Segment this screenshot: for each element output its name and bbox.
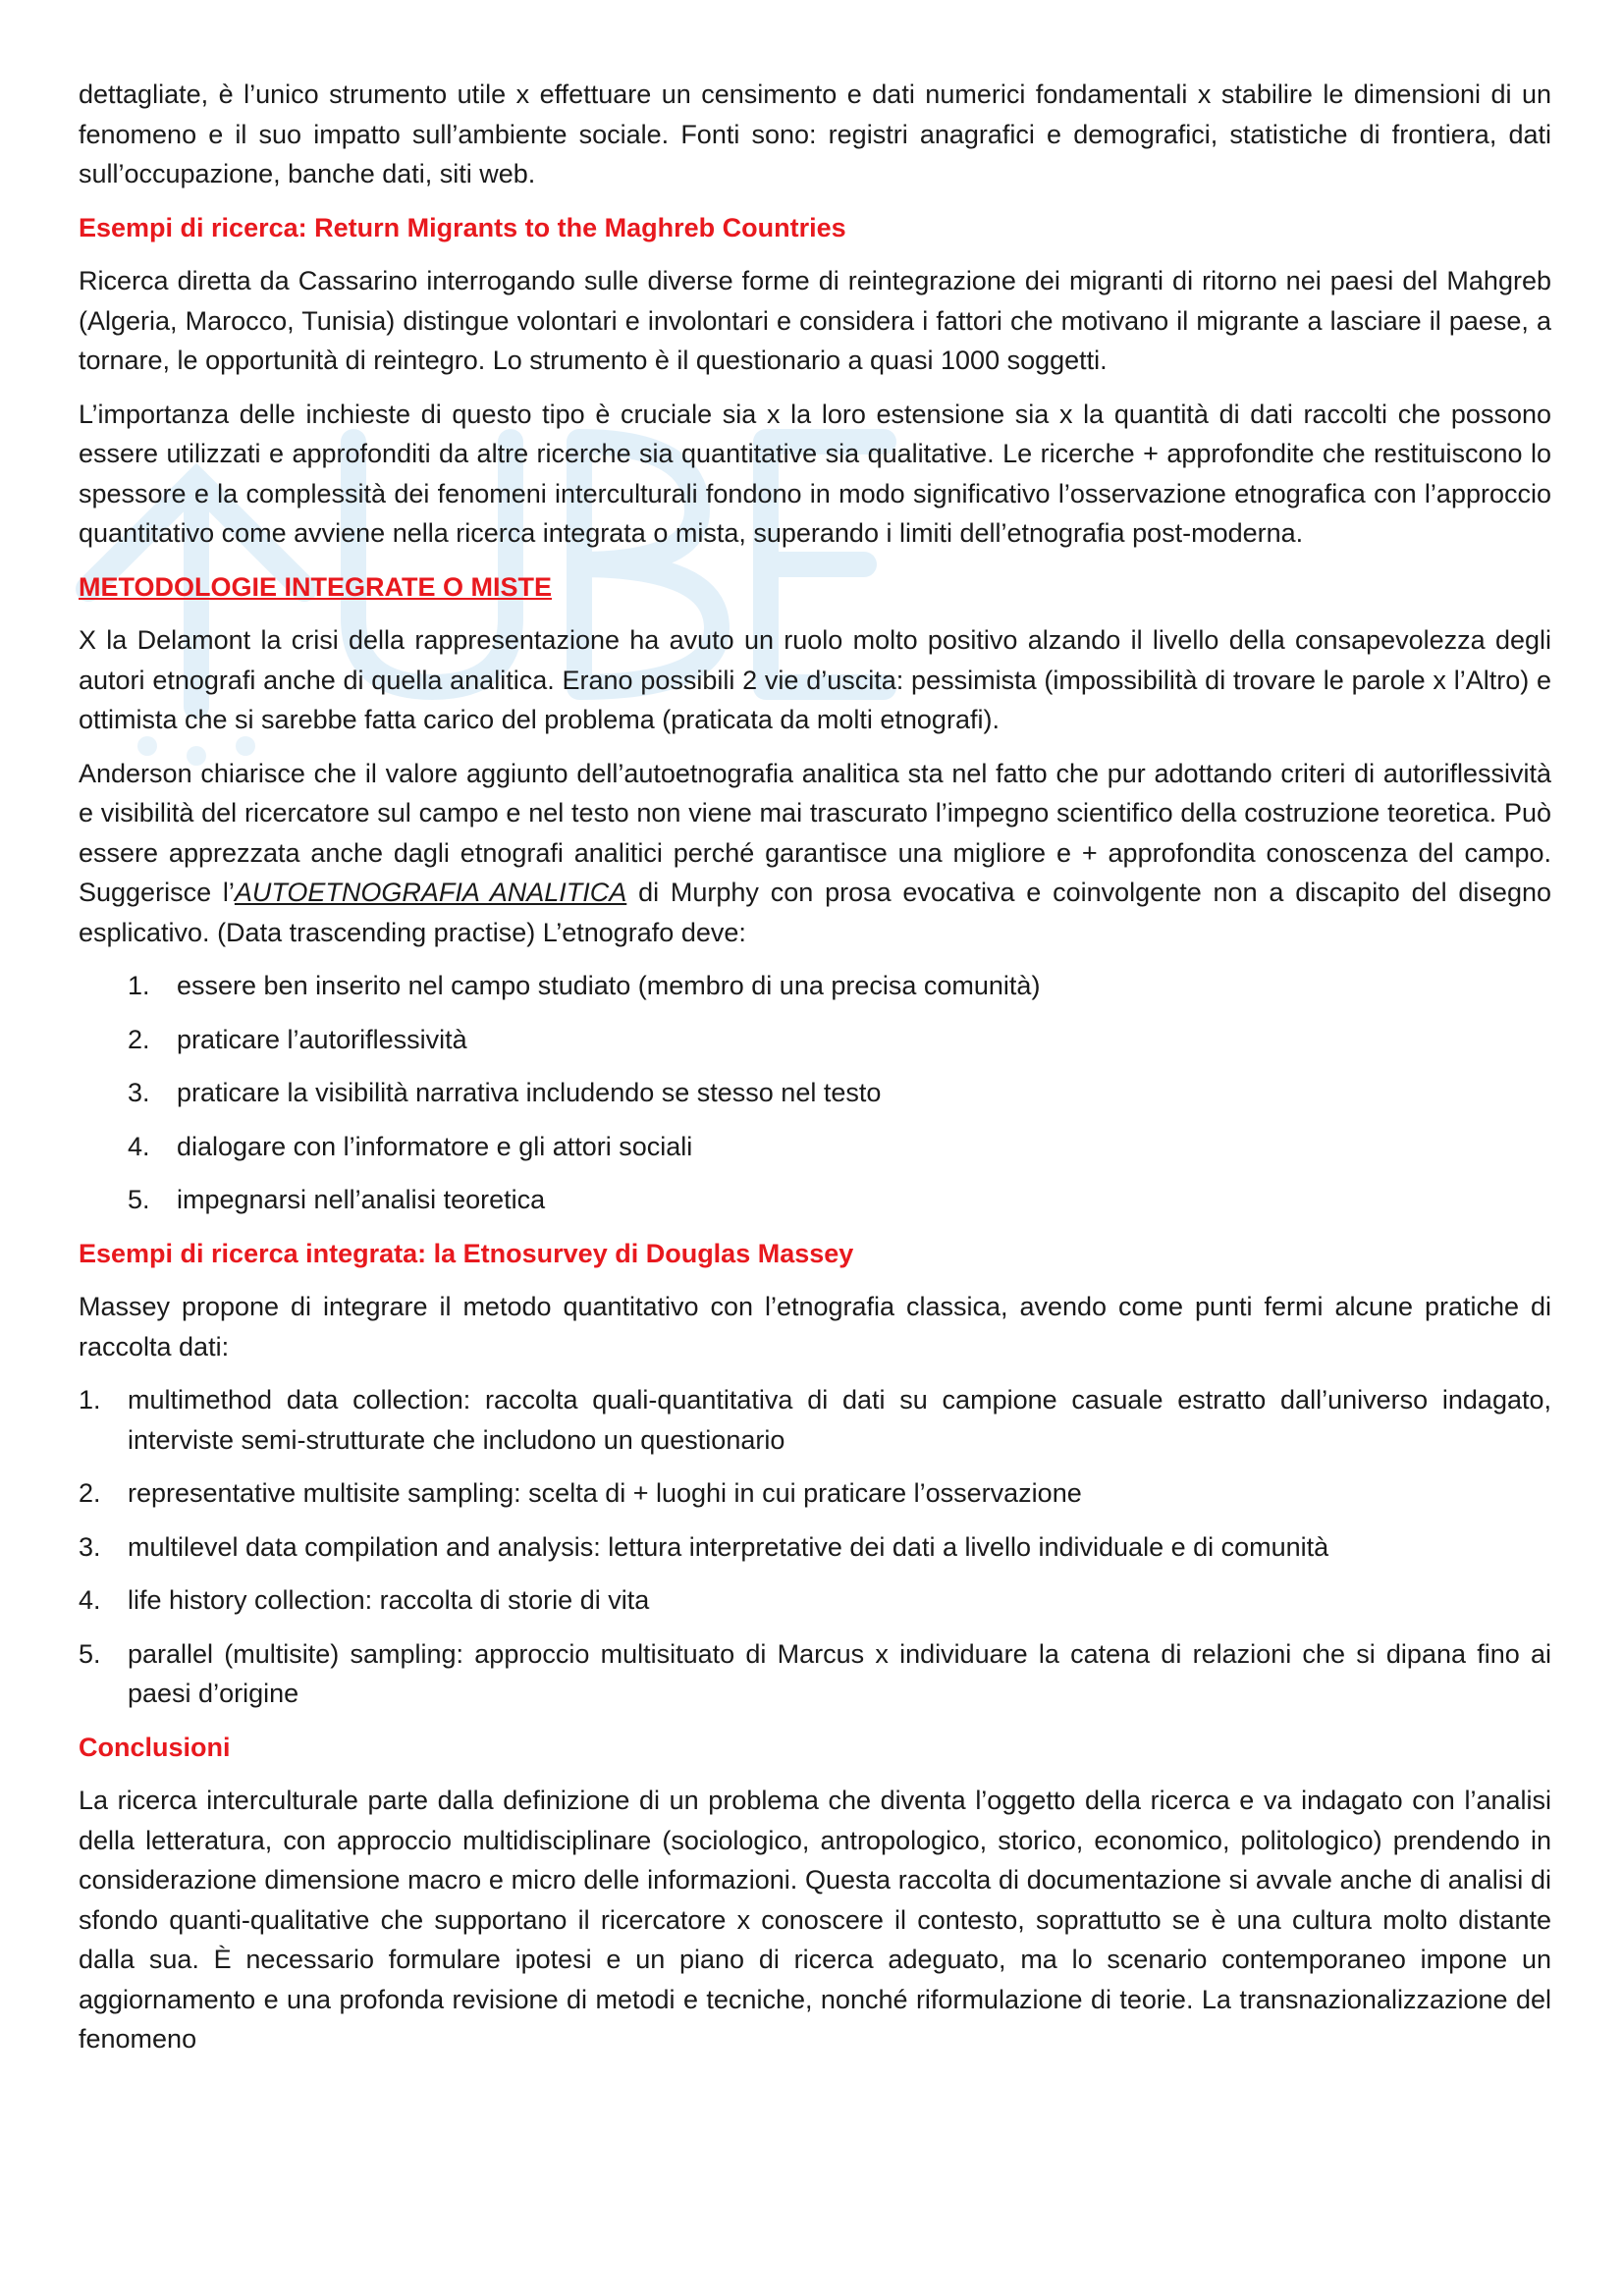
list-item-text: multilevel data compilation and analysis: lettura interpretative dei dati a livello individuale e di comunità — [128, 1531, 1329, 1562]
massey-list — [79, 1380, 1551, 1714]
list-number: 1. — [79, 1385, 101, 1415]
heading-massey: Esempi di ricerca integrata: la Etnosurvey di Douglas Massey — [79, 1238, 854, 1268]
list-item-text: life history collection: raccolta di storie di vita — [128, 1585, 650, 1615]
list-item — [79, 1380, 1551, 1460]
anderson-text-before: Anderson chiarisce che il valore aggiunto dell’autoetnografia analitica sta nel fatto che pur adottando criteri di autoriflessività e visibilità del ricercatore sul campo e nel testo non viene mai trascurato l’impegno scientifico della costruzione teoretica. Può essere apprezzata anche dagli etnografi analitici perché garantisce una migliore e + approfondita conoscenza del campo. Suggerisce l’ — [79, 758, 1551, 907]
autoetnografia-analitica-link[interactable]: AUTOETNOGRAFIA ANALITICA — [234, 878, 627, 907]
list-number: 5. — [128, 1185, 150, 1214]
list-number: 2. — [79, 1478, 101, 1508]
list-item-text: parallel (multisite) sampling: approccio multisituato di Marcus x individuare la catena di relazioni che si dipana fino ai paesi d’origine — [128, 1638, 1551, 1708]
list-item-text: dialogare con l’informatore e gli attori sociali — [177, 1131, 693, 1161]
heading-metodologie-integrate: METODOLOGIE INTEGRATE O MISTE — [79, 571, 553, 602]
heading-return-migrants: Esempi di ricerca: Return Migrants to the Maghreb Countries — [79, 212, 846, 242]
etnografo-list — [79, 966, 1551, 1220]
paragraph-conclusioni: La ricerca interculturale parte dalla definizione di un problema che diventa l’oggetto della ricerca e va indagato con l’analisi della letteratura, con approccio multidisciplinare (sociologico, antropologico, storico, economico, politologico) prendendo in considerazione dimensione macro e micro delle informazioni. Questa raccolta di documentazione si avvale anche di analisi di sfondo quanti-qualitative che supportano il ricercatore x conoscere il contesto, soprattutto se è una cultura molto distante dalla sua. È necessario formulare ipotesi e un piano di ricerca adeguato, ma lo scenario contemporaneo impone un aggiornamento e una profonda revisione di metodi e tecniche, nonché riformulazione di teorie. La transnazionalizzazione del fenomeno — [79, 1786, 1551, 2054]
list-item — [79, 1580, 1551, 1621]
list-number: 3. — [128, 1078, 150, 1107]
paragraph-cassarino: Ricerca diretta da Cassarino interrogando sulle diverse forme di reintegrazione dei migranti di ritorno nei paesi del Mahgreb (Algeria, Marocco, Tunisia) distingue volontari e involontari e considera i fattori che motivano il migrante a lasciare il paese, a tornare, le opportunità di reintegro. Lo strumento è il questionario a quasi 1000 soggetti. — [79, 266, 1551, 375]
list-item — [79, 1127, 1551, 1167]
list-number: 2. — [128, 1024, 150, 1054]
paragraph-anderson — [79, 754, 1551, 953]
list-item — [79, 1180, 1551, 1220]
paragraph-massey: Massey propone di integrare il metodo quantitativo con l’etnografia classica, avendo come punti fermi alcune pratiche di raccolta dati: — [79, 1292, 1551, 1362]
heading-conclusioni: Conclusioni — [79, 1732, 231, 1762]
list-item-text: praticare la visibilità narrativa includendo se stesso nel testo — [177, 1078, 882, 1107]
list-number: 5. — [79, 1638, 101, 1669]
list-item — [79, 1473, 1551, 1514]
list-item — [79, 966, 1551, 1006]
list-number: 3. — [79, 1531, 101, 1562]
list-item-text: essere ben inserito nel campo studiato (membro di una precisa comunità) — [177, 971, 1041, 1000]
list-item — [79, 1073, 1551, 1113]
document-body — [79, 75, 1551, 2073]
list-item-text: representative multisite sampling: scelta di + luoghi in cui praticare l’osservazione — [128, 1478, 1082, 1508]
list-item — [79, 1527, 1551, 1568]
intro-paragraph: dettagliate, è l’unico strumento utile x effettuare un censimento e dati numerici fondamentali x stabilire le dimensioni di un fenomeno e il suo impatto sull’ambiente sociale. Fonti sono: registri anagrafici e demografici, statistiche di frontiera, dati sull’occupazione, banche dati, siti web. — [79, 80, 1551, 188]
list-item-text: praticare l’autoriflessività — [177, 1024, 467, 1054]
list-item-text: impegnarsi nell’analisi teoretica — [177, 1185, 546, 1214]
list-number: 4. — [128, 1131, 150, 1161]
list-number: 4. — [79, 1585, 101, 1615]
list-item — [79, 1020, 1551, 1060]
list-item — [79, 1634, 1551, 1714]
paragraph-delamont: X la Delamont la crisi della rappresentazione ha avuto un ruolo molto positivo alzando il livello della consapevolezza degli autori etnografi anche di quella analitica. Erano possibili 2 vie d’uscita: pessimista (impossibilità di trovare le parole x l’Altro) e ottimista che si sarebbe fatta carico del problema (praticata da molti etnografi). — [79, 625, 1551, 734]
anderson-text-after: di Murphy con prosa evocativa e coinvolgente non a discapito del disegno esplicativo. (Data trascending practise) L’etnografo deve: — [79, 878, 1551, 947]
paragraph-importanza: L’importanza delle inchieste di questo tipo è cruciale sia x la loro estensione sia x la quantità di dati raccolti che possono essere utilizzati e approfonditi da altre ricerche sia quantitative sia qualitative. Le ricerche + approfondite che restituiscono lo spessore e la complessità dei fenomeni interculturali fondono in modo significativo l’osservazione etnografica con l’approccio quantitativo come avviene nella ricerca integrata o mista, superando i limiti dell’etnografia post-moderna. — [79, 399, 1551, 548]
list-number: 1. — [128, 971, 150, 1000]
list-item-text: multimethod data collection: raccolta quali-quantitativa di dati su campione casuale estratto dall’universo indagato, interviste semi-strutturate che includono un questionario — [128, 1385, 1551, 1455]
